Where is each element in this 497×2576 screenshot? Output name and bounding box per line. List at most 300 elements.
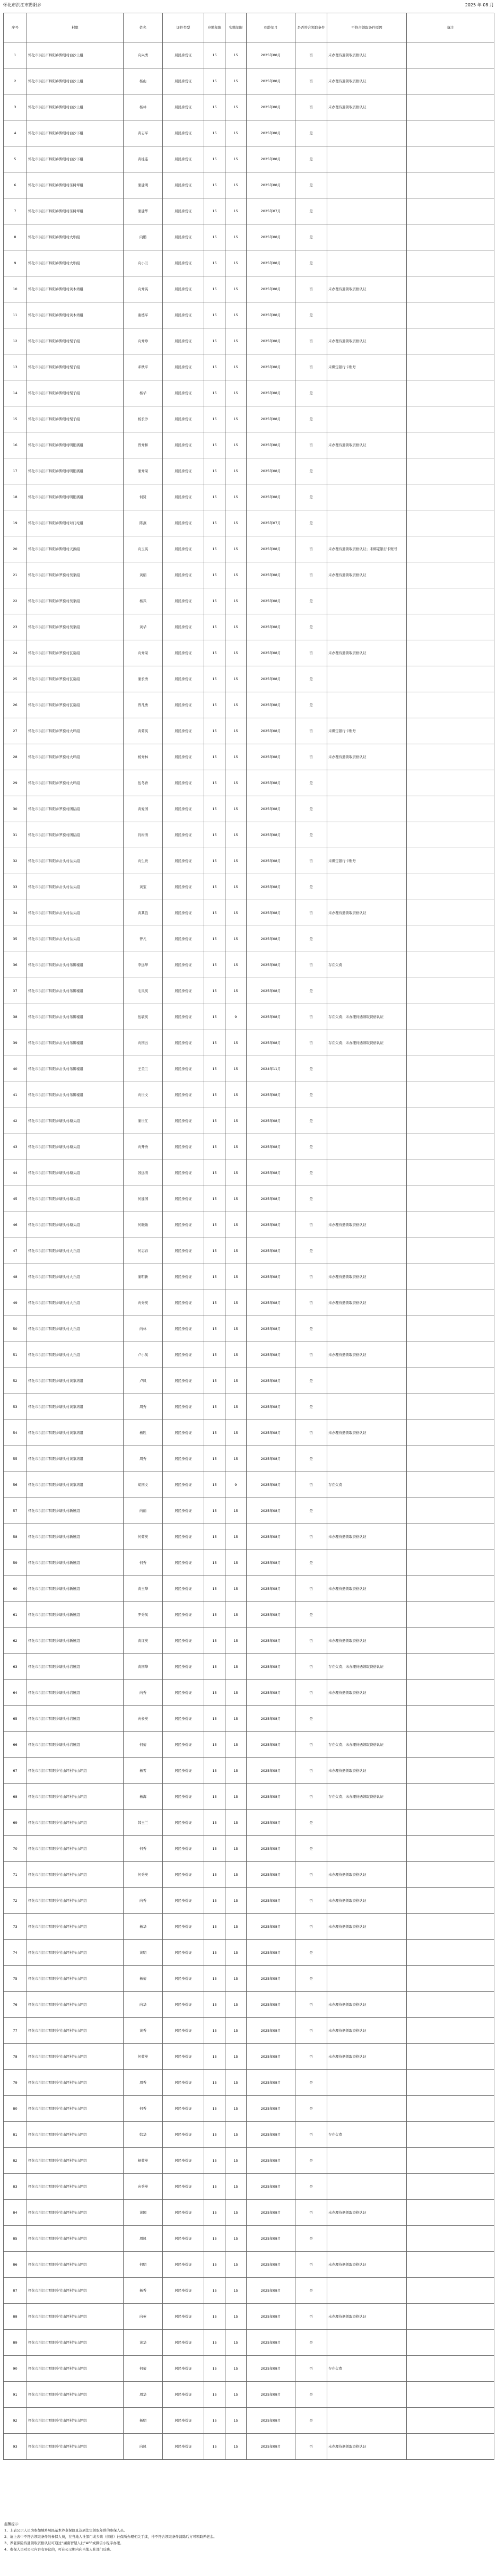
table-cell: 42 [4, 1108, 27, 1134]
table-cell: 30 [4, 796, 27, 822]
table-cell: 居民身份证 [163, 900, 204, 926]
table-cell: 15 [204, 796, 225, 822]
table-cell: 7 [4, 198, 27, 224]
table-cell [407, 2278, 494, 2304]
table-cell [407, 2434, 494, 2460]
table-row [4, 2434, 494, 2460]
table-cell: 15 [225, 1550, 247, 1576]
table-cell: 是 [295, 406, 327, 432]
table-cell: 2025年08月 [247, 666, 295, 692]
table-cell: 44 [4, 1160, 27, 1186]
table-cell [407, 822, 494, 848]
table-cell: 2025年08月 [247, 1706, 295, 1732]
table-row [4, 1758, 494, 1784]
table-cell: 15 [204, 1862, 225, 1888]
table-cell: 否 [295, 2434, 327, 2460]
table-cell: 向凤 [124, 2434, 163, 2460]
table-cell [327, 588, 407, 614]
table-cell: 怀化市洪江市黔阳乡岔头村吊脚楼组 [27, 978, 124, 1004]
table-cell: 15 [204, 614, 225, 640]
table-cell: 15 [225, 2122, 247, 2148]
table-cell: 15 [204, 1992, 225, 2018]
table-cell [407, 744, 494, 770]
table-cell: 杨秀 [124, 2278, 163, 2304]
table-cell: 15 [204, 536, 225, 562]
table-cell: 2025年08月 [247, 1628, 295, 1654]
table-row [4, 1784, 494, 1810]
table-cell: 15 [225, 68, 247, 94]
table-cell [407, 276, 494, 302]
table-cell [407, 2122, 494, 2148]
table-row [4, 198, 494, 224]
table-cell: 2025年08月 [247, 276, 295, 302]
table-cell: 6 [4, 172, 27, 198]
table-cell: 是 [295, 1446, 327, 1472]
table-cell: 黄爱国 [124, 796, 163, 822]
table-cell: 未办理待遇领取资格认证 [327, 1758, 407, 1784]
table-cell: 15 [225, 42, 247, 68]
table-cell: 15 [225, 2096, 247, 2122]
table-cell: 怀化市洪江市黔阳乡竹山坪村竹山坪组 [27, 1784, 124, 1810]
table-cell: 居民身份证 [163, 1940, 204, 1966]
table-cell: 15 [204, 2200, 225, 2226]
table-cell: 向华 [124, 1992, 163, 2018]
table-cell: 15 [225, 2226, 247, 2252]
table-cell: 怀化市洪江市黔阳乡黔阳村白沙上组 [27, 68, 124, 94]
table-cell [327, 692, 407, 718]
table-cell: 居民身份证 [163, 1108, 204, 1134]
table-cell [407, 94, 494, 120]
table-cell: 怀化市洪江市黔阳乡罗旋村瓦窑组 [27, 640, 124, 666]
table-cell: 15 [204, 328, 225, 354]
table-cell: 2025年08月 [247, 380, 295, 406]
table-cell: 15 [204, 432, 225, 458]
table-cell: 怀化市洪江市黔阳乡罗旋村团结组 [27, 796, 124, 822]
table-cell: 2025年08月 [247, 1238, 295, 1264]
table-cell [407, 1394, 494, 1420]
table-cell: 23 [4, 614, 27, 640]
table-cell: 否 [295, 1862, 327, 1888]
table-cell: 15 [204, 718, 225, 744]
table-cell: 是 [295, 1186, 327, 1212]
table-cell: 怀化市洪江市黔阳乡塘头村塘头组 [27, 1186, 124, 1212]
table-cell: 杨海 [124, 1784, 163, 1810]
table-cell [407, 1914, 494, 1940]
table-cell: 否 [295, 1888, 327, 1914]
table-cell: 2025年08月 [247, 1472, 295, 1498]
table-cell: 居民身份证 [163, 2304, 204, 2330]
table-cell: 何明 [124, 2252, 163, 2278]
table-cell: 怀化市洪江市黔阳乡竹山坪村竹山坪组 [27, 1888, 124, 1914]
table-cell: 否 [295, 354, 327, 380]
table-row [4, 510, 494, 536]
table-cell: 15 [225, 2278, 247, 2304]
table-cell: 黄其胜 [124, 900, 163, 926]
table-cell: 是 [295, 172, 327, 198]
table-cell: 29 [4, 770, 27, 796]
table-cell: 15 [225, 1732, 247, 1758]
table-row [4, 1212, 494, 1238]
table-header-row [4, 13, 494, 42]
table-cell: 15 [225, 874, 247, 900]
table-cell: 67 [4, 1758, 27, 1784]
table-cell: 2025年08月 [247, 1758, 295, 1784]
table-cell: 15 [225, 770, 247, 796]
table-cell [407, 770, 494, 796]
table-cell: 韩华 [124, 2122, 163, 2148]
table-cell: 未办理待遇领取资格认证 [327, 1290, 407, 1316]
table-cell [407, 1238, 494, 1264]
table-cell [407, 42, 494, 68]
table-cell: 15 [225, 1966, 247, 1992]
table-cell: 居民身份证 [163, 1394, 204, 1420]
table-cell [407, 562, 494, 588]
table-cell: 15 [204, 848, 225, 874]
table-cell: 是 [295, 1836, 327, 1862]
table-cell: 怀化市洪江市黔阳乡塘头村黄家湾组 [27, 1420, 124, 1446]
table-cell: 是 [295, 1316, 327, 1342]
table-cell: 居民身份证 [163, 822, 204, 848]
table-cell: 伍冬香 [124, 770, 163, 796]
table-cell: 李远华 [124, 952, 163, 978]
table-cell: 15 [204, 1108, 225, 1134]
table-cell: 否 [295, 432, 327, 458]
table-cell: 15 [225, 1420, 247, 1446]
table-cell: 否 [295, 1264, 327, 1290]
table-cell: 居民身份证 [163, 1290, 204, 1316]
table-cell: 2025年08月 [247, 2434, 295, 2460]
table-row [4, 484, 494, 510]
table-cell: 是 [295, 822, 327, 848]
table-cell: 否 [295, 1420, 327, 1446]
table-cell: 68 [4, 1784, 27, 1810]
table-cell [407, 1420, 494, 1446]
table-cell: 周秀 [124, 1446, 163, 1472]
table-cell: 2025年08月 [247, 2278, 295, 2304]
table-cell: 15 [225, 146, 247, 172]
table-cell: 15 [204, 2434, 225, 2460]
table-cell: 15 [204, 2408, 225, 2434]
table-row [4, 1472, 494, 1498]
table-cell: 居民身份证 [163, 1368, 204, 1394]
table-cell: 未办理待遇领取资格认证 [327, 1420, 407, 1446]
table-cell: 居民身份证 [163, 1602, 204, 1628]
table-cell: 15 [204, 770, 225, 796]
table-cell: 黄菊英 [124, 718, 163, 744]
table-cell: 向丽 [124, 1498, 163, 1524]
table-cell: 15 [204, 666, 225, 692]
table-cell: 居民身份证 [163, 978, 204, 1004]
table-row [4, 926, 494, 952]
table-cell [407, 380, 494, 406]
table-cell: 15 [225, 1108, 247, 1134]
table-cell: 居民身份证 [163, 510, 204, 536]
table-cell: 居民身份证 [163, 2044, 204, 2070]
table-cell: 怀化市洪江市黔阳乡塘头村黄家湾组 [27, 1368, 124, 1394]
table-cell: 居民身份证 [163, 1654, 204, 1680]
table-cell: 何贤 [124, 484, 163, 510]
table-cell [407, 848, 494, 874]
col-header: 证件类型 [163, 13, 204, 42]
table-row [4, 1680, 494, 1706]
table-row [4, 666, 494, 692]
table-cell: 怀化市洪江市黔阳乡竹山坪村竹山坪组 [27, 2200, 124, 2226]
table-cell: 5 [4, 146, 27, 172]
table-cell: 15 [225, 1394, 247, 1420]
table-row [4, 1290, 494, 1316]
table-cell [407, 2252, 494, 2278]
table-cell: 25 [4, 666, 27, 692]
table-cell: 2025年08月 [247, 1446, 295, 1472]
table-row [4, 1316, 494, 1342]
table-cell [327, 978, 407, 1004]
table-cell: 15 [225, 198, 247, 224]
table-cell: 卢凤 [124, 1368, 163, 1394]
table-cell [407, 2044, 494, 2070]
table-cell: 2025年08月 [247, 1264, 295, 1290]
table-row [4, 250, 494, 276]
table-cell: 居民身份证 [163, 952, 204, 978]
table-row [4, 328, 494, 354]
table-cell [407, 1576, 494, 1602]
table-cell [407, 2174, 494, 2200]
table-cell: 何志春 [124, 1238, 163, 1264]
table-cell: 15 [225, 2070, 247, 2096]
table-cell: 2025年08月 [247, 796, 295, 822]
table-cell: 15 [204, 1836, 225, 1862]
table-cell: 怀化市洪江市黔阳乡竹山坪村竹山坪组 [27, 1940, 124, 1966]
table-cell: 15 [204, 120, 225, 146]
table-cell [407, 1004, 494, 1030]
table-cell: 是 [295, 1082, 327, 1108]
table-row [4, 1004, 494, 1030]
table-cell: 居民身份证 [163, 458, 204, 484]
table-cell: 15 [225, 2148, 247, 2174]
table-cell: 83 [4, 2174, 27, 2200]
table-cell: 是 [295, 2278, 327, 2304]
table-cell: 15 [204, 406, 225, 432]
table-cell: 15 [225, 1290, 247, 1316]
table-row [4, 796, 494, 822]
table-cell: 2025年08月 [247, 328, 295, 354]
table-cell: 怀化市洪江市黔阳乡罗旋村瓦窑组 [27, 692, 124, 718]
table-cell: 未办理待遇领取资格认证 [327, 744, 407, 770]
table-cell: 曾凡勇 [124, 692, 163, 718]
table-cell [407, 1966, 494, 1992]
table-cell: 怀化市洪江市黔阳乡塘头村大丘组 [27, 1264, 124, 1290]
table-cell: 15 [204, 458, 225, 484]
table-cell: 怀化市洪江市黔阳乡岔头村吊脚楼组 [27, 1056, 124, 1082]
table-cell: 杨长沙 [124, 406, 163, 432]
table-cell: 15 [204, 1030, 225, 1056]
table-cell: 居民身份证 [163, 42, 204, 68]
table-cell: 73 [4, 1914, 27, 1940]
table-cell: 53 [4, 1394, 27, 1420]
table-cell: 怀化市洪江市黔阳乡竹山坪村竹山坪组 [27, 2226, 124, 2252]
table-cell: 2025年08月 [247, 2382, 295, 2408]
table-cell: 2025年08月 [247, 744, 295, 770]
table-cell: 15 [204, 1420, 225, 1446]
table-cell: 2025年08月 [247, 406, 295, 432]
table-cell: 居民身份证 [163, 614, 204, 640]
table-cell: 21 [4, 562, 27, 588]
table-cell: 是 [295, 198, 327, 224]
table-cell [327, 1082, 407, 1108]
table-row [4, 276, 494, 302]
table-cell: 15 [204, 1186, 225, 1212]
table-cell [407, 1160, 494, 1186]
table-cell: 居民身份证 [163, 1134, 204, 1160]
table-cell: 怀化市洪江市黔阳乡塘头村黄家湾组 [27, 1446, 124, 1472]
table-cell: 向秀 [124, 1680, 163, 1706]
table-cell: 15 [225, 1888, 247, 1914]
table-cell [407, 1212, 494, 1238]
table-cell: 韩玉兰 [124, 1810, 163, 1836]
table-cell: 2025年08月 [247, 94, 295, 120]
table-cell [407, 2304, 494, 2330]
table-row [4, 1602, 494, 1628]
table-cell: 2025年08月 [247, 2330, 295, 2356]
table-cell: 怀化市洪江市黔阳乡竹山坪村竹山坪组 [27, 2018, 124, 2044]
header-location: 怀化市洪江市黔阳乡 [3, 3, 41, 7]
table-cell: 2025年08月 [247, 1680, 295, 1706]
table-cell: 杨华 [124, 1914, 163, 1940]
table-cell: 9 [225, 1472, 247, 1498]
table-cell: 15 [225, 1992, 247, 2018]
table-cell: 15 [204, 302, 225, 328]
table-cell: 何晓敏 [124, 1212, 163, 1238]
table-cell: 15 [204, 1212, 225, 1238]
table-row [4, 2044, 494, 2070]
table-cell: 居民身份证 [163, 1758, 204, 1784]
table-cell: 27 [4, 718, 27, 744]
table-cell: 15 [204, 1498, 225, 1524]
table-cell [327, 2070, 407, 2096]
table-cell [407, 302, 494, 328]
table-cell: 2025年08月 [247, 224, 295, 250]
table-cell: 是 [295, 1550, 327, 1576]
table-cell: 怀化市洪江市黔阳乡塘头村新屋组 [27, 1576, 124, 1602]
table-cell: 是 [295, 224, 327, 250]
table-cell: 15 [204, 1082, 225, 1108]
table-cell: 15 [225, 1030, 247, 1056]
table-cell: 15 [225, 94, 247, 120]
table-cell: 15 [225, 1680, 247, 1706]
table-cell: 怀化市洪江市黔阳乡黔阳村茶树坪组 [27, 198, 124, 224]
table-cell [407, 1862, 494, 1888]
table-cell: 向国云 [124, 1030, 163, 1056]
table-cell: 怀化市洪江市黔阳乡塘头村新屋组 [27, 1550, 124, 1576]
table-cell: 15 [204, 1446, 225, 1472]
table-row [4, 380, 494, 406]
table-cell: 15 [225, 692, 247, 718]
table-cell: 怀化市洪江市黔阳乡竹山坪村竹山坪组 [27, 2382, 124, 2408]
table-cell: 15 [225, 1316, 247, 1342]
table-cell: 15 [225, 718, 247, 744]
table-cell: 居民身份证 [163, 1160, 204, 1186]
table-cell: 15 [204, 978, 225, 1004]
table-cell: 45 [4, 1186, 27, 1212]
table-cell: 黄华 [124, 2330, 163, 2356]
table-cell: 15 [204, 42, 225, 68]
notes-title: 温馨提示： [4, 2522, 22, 2526]
table-cell: 怀化市洪江市黔阳乡岔头村岔头组 [27, 848, 124, 874]
table-cell [407, 458, 494, 484]
table-cell: 2025年08月 [247, 2122, 295, 2148]
table-cell: 怀化市洪江市黔阳乡黔阳村梨子组 [27, 406, 124, 432]
table-cell: 是 [295, 978, 327, 1004]
table-cell [407, 1498, 494, 1524]
table-cell: 怀化市洪江市黔阳乡黔阳村白沙上组 [27, 94, 124, 120]
table-cell [407, 146, 494, 172]
table-cell: 36 [4, 952, 27, 978]
table-cell: 15 [225, 1914, 247, 1940]
table-cell: 2025年08月 [247, 1654, 295, 1680]
table-cell: 未办理待遇领取资格认证 [327, 1992, 407, 2018]
table-cell: 是 [295, 120, 327, 146]
table-row [4, 2278, 494, 2304]
table-cell: 15 [225, 1862, 247, 1888]
table-cell [327, 1394, 407, 1420]
table-cell: 居民身份证 [163, 2148, 204, 2174]
table-row [4, 1992, 494, 2018]
table-cell: 15 [204, 900, 225, 926]
table-cell: 否 [295, 1472, 327, 1498]
table-cell: 15 [225, 640, 247, 666]
table-cell: 怀化市洪江市黔阳乡塘头村塘头组 [27, 1108, 124, 1134]
table-cell: 居民身份证 [163, 354, 204, 380]
table-row [4, 536, 494, 562]
table-cell: 怀化市洪江市黔阳乡岔头村岔头组 [27, 874, 124, 900]
table-cell: 15 [204, 484, 225, 510]
table-cell: 居民身份证 [163, 1732, 204, 1758]
table-cell: 2025年08月 [247, 1992, 295, 2018]
table-row [4, 224, 494, 250]
table-cell: 怀化市洪江市黔阳乡黔阳村明阳溪组 [27, 484, 124, 510]
table-cell [327, 224, 407, 250]
table-cell: 15 [225, 1706, 247, 1732]
note-line: 2、请上表中不符合领取条件的参保人员，在当地人社部门或乡镇（街道）社保所办理相关手续，待不符合领取条件消除后方可领取养老金。 [4, 2535, 217, 2539]
table-cell: 杨秀林 [124, 744, 163, 770]
table-cell: 2025年08月 [247, 848, 295, 874]
table-row [4, 822, 494, 848]
table-cell: 未办理待遇领取资格认证 [327, 94, 407, 120]
table-cell: 居民身份证 [163, 1264, 204, 1290]
table-cell: 2025年08月 [247, 1888, 295, 1914]
table-cell: 怀化市洪江市黔阳乡黔阳村白沙上组 [27, 42, 124, 68]
table-cell: 88 [4, 2304, 27, 2330]
table-cell: 胡国文 [124, 1472, 163, 1498]
table-cell: 是 [295, 2226, 327, 2252]
table-cell: 2025年08月 [247, 2148, 295, 2174]
table-cell: 何秀 [124, 2096, 163, 2122]
table-cell: 居民身份证 [163, 1082, 204, 1108]
table-cell [407, 1680, 494, 1706]
table-row [4, 1342, 494, 1368]
table-cell [407, 718, 494, 744]
table-cell [327, 120, 407, 146]
table-cell: 怀化市洪江市黔阳乡竹山坪村竹山坪组 [27, 1862, 124, 1888]
table-row [4, 1056, 494, 1082]
table-cell: 居民身份证 [163, 1472, 204, 1498]
table-cell [407, 510, 494, 536]
table-cell: 15 [225, 1524, 247, 1550]
table-cell [407, 1446, 494, 1472]
table-cell: 否 [295, 328, 327, 354]
table-cell: 15 [204, 2044, 225, 2070]
table-cell [407, 1290, 494, 1316]
table-cell: 居民身份证 [163, 848, 204, 874]
